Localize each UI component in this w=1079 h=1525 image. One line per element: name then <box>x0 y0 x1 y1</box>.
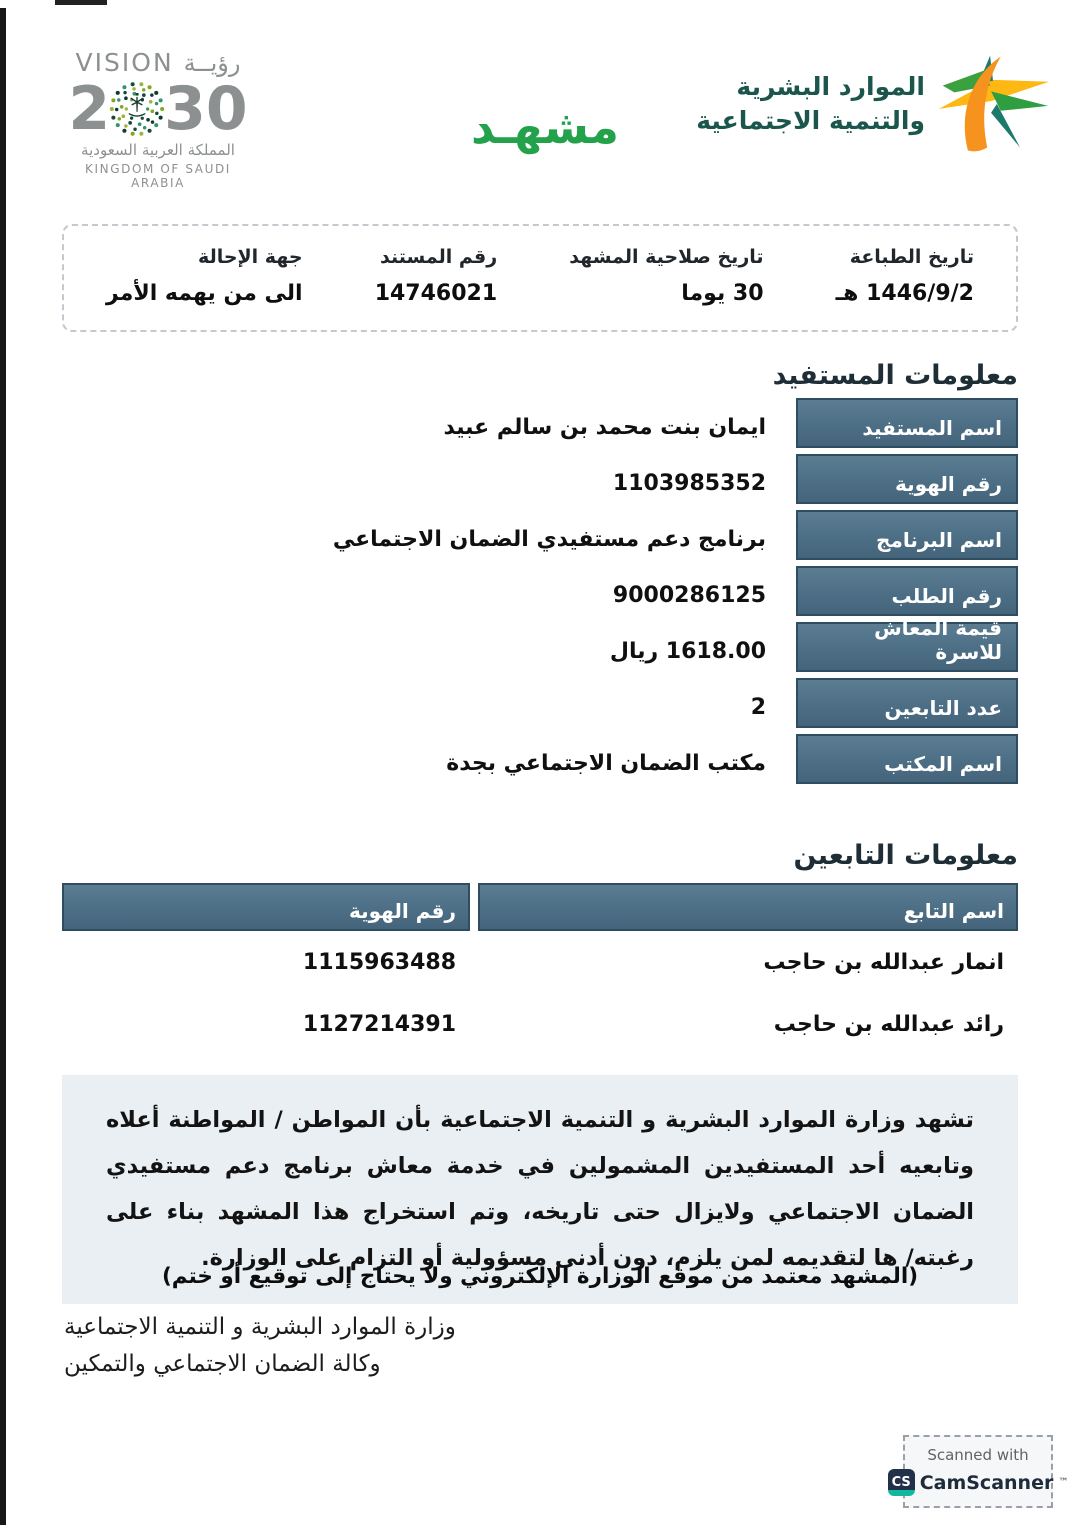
vision-en-label: VISION <box>75 48 174 77</box>
vision-country-ar: المملكة العربية السعودية <box>81 141 235 159</box>
issuer-ministry-line: وزارة الموارد البشرية و التنمية الاجتماعية <box>64 1314 456 1340</box>
table-row <box>62 566 1018 616</box>
vision-2030-wordmark <box>58 48 258 77</box>
row-label: عدد التابعين <box>796 678 1018 728</box>
table-row <box>62 510 1018 560</box>
electronic-approval-note: (المشهد معتمد من موقع الوزارة الإلكتروني ولا يحتاج إلى توقيع أو ختم) <box>161 1264 919 1289</box>
row-value: 1103985352 <box>612 471 766 496</box>
beneficiary-section-title: معلومات المستفيد <box>772 360 1018 391</box>
vision-year-right: 30 <box>164 74 248 144</box>
vision-country-en: KINGDOM OF SAUDI ARABIA <box>85 162 231 190</box>
meta-label: تاريخ صلاحية المشهد <box>569 246 764 268</box>
meta-value: 30 يوما <box>681 281 764 306</box>
vision-year-left: 2 <box>68 74 111 144</box>
row-label: اسم المكتب <box>796 734 1018 784</box>
dependents-section-title: معلومات التابعين <box>793 840 1018 871</box>
issuer-footer <box>64 1314 764 1388</box>
ministry-name <box>696 70 925 138</box>
certification-statement: تشهد وزارة الموارد البشرية و التنمية الاجتماعية بأن المواطن / المواطنة أعلاه وتابعيه أحد المستفيدين المشمولين في خدمة معاش برنامج دعم مستفيدي الضمان الاجتماعي ولايزال حتى تاريخه، وتم استخراج هذا المشهد بناء على رغبته/ ها لتقديمه لمن يلزم، دون أدنى مسؤولية أو التزام على الوزارة. <box>62 1075 1018 1304</box>
scan-dash-artifact <box>55 0 107 5</box>
document-meta-box <box>62 224 1018 332</box>
row-label: اسم البرنامج <box>796 510 1018 560</box>
dependent-name: رائد عبدالله بن حاجب <box>773 1011 1004 1037</box>
meta-field-print-date <box>836 246 974 316</box>
document-title: مشهـد <box>471 100 619 154</box>
dependent-id: 1115963488 <box>302 949 456 975</box>
issuer-agency-line: وكالة الضمان الاجتماعي والتمكين <box>64 1351 381 1377</box>
row-label: رقم الطلب <box>796 566 1018 616</box>
meta-value: 14746021 <box>374 281 498 306</box>
dependents-table-header <box>62 883 1018 931</box>
row-value: 1618.00 ريال <box>609 639 766 664</box>
table-row <box>62 734 1018 784</box>
row-value: ايمان بنت محمد بن سالم عبيد <box>443 415 766 440</box>
camscanner-badge <box>891 1435 1069 1508</box>
table-row <box>62 398 1018 448</box>
meta-label: رقم المستند <box>380 246 498 268</box>
table-row <box>62 454 1018 504</box>
meta-field-document-number <box>375 246 497 316</box>
meta-field-referral <box>106 246 303 316</box>
camscanner-prefix-label: Scanned with <box>927 1446 1029 1464</box>
table-row <box>62 993 1018 1055</box>
meta-value: 1446/9/2 هـ <box>835 281 974 306</box>
column-header-id-number: رقم الهوية <box>62 883 470 931</box>
dependent-name: انمار عبدالله بن حاجب <box>763 949 1004 975</box>
table-row <box>62 931 1018 993</box>
vision-2030-logo <box>58 48 258 190</box>
row-label: قيمة المعاش للاسرة <box>796 622 1018 672</box>
scan-edge-artifact <box>0 8 6 1525</box>
dependent-id: 1127214391 <box>302 1011 456 1037</box>
row-value: مكتب الضمان الاجتماعي بجدة <box>446 751 766 776</box>
vision-ar-label: رؤيــة <box>183 49 241 77</box>
camscanner-brand-row <box>891 1469 1069 1496</box>
row-value: برنامج دعم مستفيدي الضمان الاجتماعي <box>332 527 766 552</box>
table-row <box>62 616 1018 672</box>
meta-field-validity <box>569 246 763 316</box>
beneficiary-table <box>62 398 1018 790</box>
row-label: رقم الهوية <box>796 454 1018 504</box>
ministry-name-line1: الموارد البشرية <box>736 72 925 102</box>
row-value: 2 <box>750 695 766 720</box>
camscanner-tm-mark: ™ <box>1058 1477 1069 1488</box>
row-label: اسم المستفيد <box>796 398 1018 448</box>
column-header-dependent-name: اسم التابع <box>478 883 1018 931</box>
meta-value: الى من يهمه الأمر <box>106 281 303 306</box>
ministry-starburst-icon <box>935 50 1051 158</box>
row-value: 9000286125 <box>612 583 766 608</box>
ministry-logo <box>696 50 1051 158</box>
camscanner-brand-label: CamScanner <box>919 1471 1054 1494</box>
meta-label: تاريخ الطباعة <box>849 246 974 268</box>
meta-label: جهة الإحالة <box>198 246 303 268</box>
vision-2030-emblem-icon <box>108 80 166 138</box>
vision-2030-year <box>58 74 258 144</box>
camscanner-icon: CS <box>888 1469 915 1496</box>
dependents-table <box>62 883 1018 1055</box>
ministry-name-line2: والتنمية الاجتماعية <box>696 106 925 135</box>
table-row <box>62 678 1018 728</box>
